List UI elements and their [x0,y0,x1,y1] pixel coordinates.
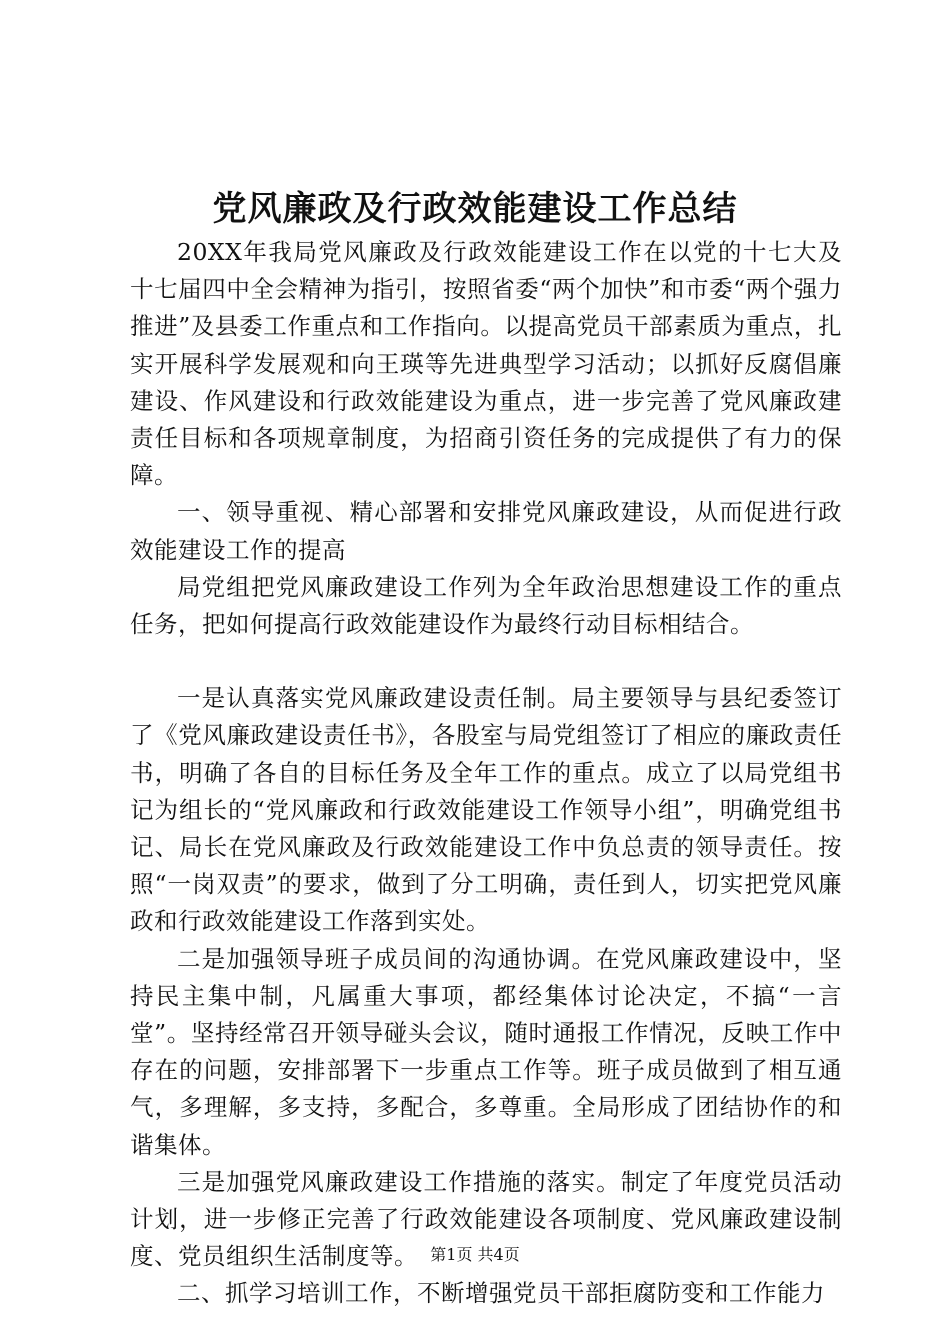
page-number-footer: 第1页 共4页 [430,1245,520,1264]
paragraph-intro: 20XX年我局党风廉政及行政效能建设工作在以党的十七大及十七届四中全会精神为指引，按照省委“两个加快”和市委“两个强力推进”及县委工作重点和工作指向。以提高党员干部素质为重点，扎实开展科学发展观和向王瑛等先进典型学习活动；以抓好反腐倡廉建设、作风建设和行政效能建设为重点，进一步完善了党风廉政建责任目标和各项规章制度，为招商引资任务的完成提供了有力的保障。 [130,238,842,490]
paragraph-section-1-summary: 局党组把党风廉政建设工作列为全年政治思想建设工作的重点任务，把如何提高行政效能建设作为最终行动目标相结合。 [130,572,842,639]
paragraph-point-3: 三是加强党风廉政建设工作措施的落实。制定了年度党员活动计划，进一步修正完善了行政效能建设各项制度、党风廉政建设制度、党员组织生活制度等。 [130,1167,842,1271]
document-body [130,234,842,1313]
section-heading-1: 一、领导重视、精心部署和安排党风廉政建设，从而促进行政效能建设工作的提高 [130,498,842,564]
document-title: 党风廉政及行政效能建设工作总结 [212,189,738,229]
section-heading-2: 二、抓学习培训工作，不断增强党员干部拒腐防变和工作能力 [177,1279,825,1308]
paragraph-point-2: 二是加强领导班子成员间的沟通协调。在党风廉政建设中，坚持民主集中制，凡属重大事项，都经集体讨论决定，不搞“一言堂”。坚持经常召开领导碰头会议，随时通报工作情况，反映工作中存在的问题，安排部署下一步重点工作等。班子成员做到了相互通气，多理解，多支持，多配合，多尊重。全局形成了团结协作的和谐集体。 [130,944,842,1159]
paragraph-point-1: 一是认真落实党风廉政建设责任制。局主要领导与县纪委签订了《党风廉政建设责任书》，各股室与局党组签订了相应的廉政责任书，明确了各自的目标任务及全年工作的重点。成立了以局党组书记为组长的“党风廉政和行政效能建设工作领导小组”，明确党组书记、局长在党风廉政及行政效能建设工作中负总责的领导责任。按照“一岗双责”的要求，做到了分工明确，责任到人，切实把党风廉政和行政效能建设工作落到实处。 [130,684,842,936]
